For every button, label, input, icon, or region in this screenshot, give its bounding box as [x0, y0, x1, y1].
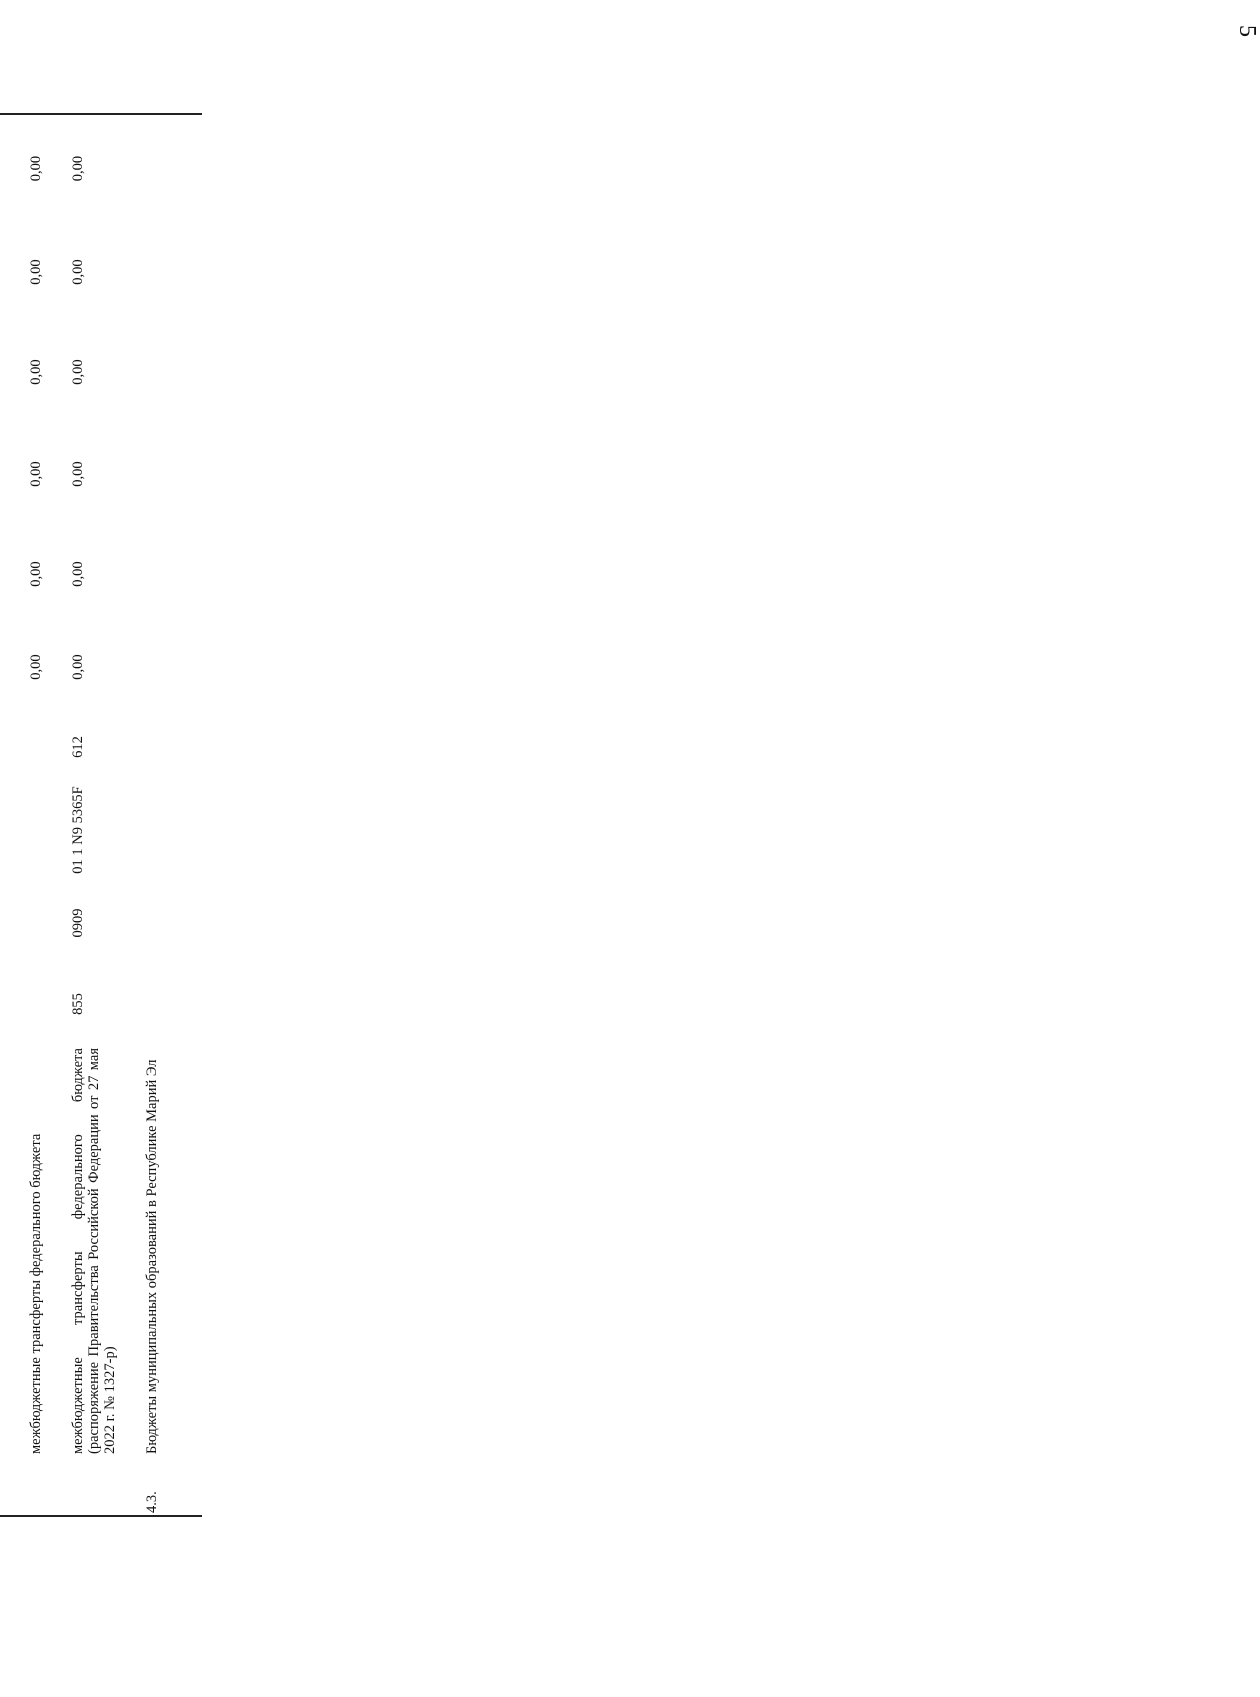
row-description: межбюджетные трансферты федерального бюджета (распоряжение Правительства Российской Федерации от 27 мая 2022 г. № 1327-р) [70, 1048, 119, 1454]
cell-2025: 0,00 [28, 561, 44, 587]
cell-2028: 0,00 [28, 259, 44, 285]
cell-2029 [144, 114, 202, 222]
cell-csr [28, 782, 70, 878]
cell-2029: 0,00 [70, 114, 144, 222]
cell-2024 [144, 622, 202, 712]
cell-2027: 0,00 [28, 359, 44, 385]
row-number [0, 1460, 28, 1516]
cell-2025 [0, 526, 28, 622]
cell-2025 [144, 526, 202, 622]
cell-csr: 01 1 N9 5365F [70, 786, 86, 874]
cell-csr [144, 782, 202, 878]
cell-2026 [144, 422, 202, 526]
cell-2027 [0, 322, 28, 422]
table-row [0, 114, 28, 1516]
cell-2028 [0, 222, 28, 322]
cell-rzpr: 0909 [70, 908, 86, 938]
cell-grbs: 855 [70, 993, 86, 1015]
cell-2025: 0,00 [70, 561, 86, 587]
cell-grbs [0, 968, 28, 1040]
cell-csr [0, 782, 28, 878]
cell-2029 [0, 114, 28, 222]
cell-vr: 612 [70, 736, 86, 758]
cell-grbs [144, 968, 202, 1040]
page-number: 5 [1234, 25, 1260, 37]
table-row [144, 114, 202, 1516]
cell-2024: 0,00 [28, 654, 44, 680]
cell-2027 [144, 322, 202, 422]
cell-rzpr [28, 878, 70, 968]
cell-2024: 0,00 [70, 654, 86, 680]
cell-2026 [0, 422, 28, 526]
row-description: межбюджетные трансферты федерального бюджета [28, 1133, 44, 1454]
cell-rzpr [0, 878, 28, 968]
cell-2026: 0,00 [28, 461, 44, 487]
cell-grbs [28, 968, 70, 1040]
cell-2027: 0,00 [70, 359, 86, 385]
row-description: Бюджеты муниципальных образований в Республике Марий Эл [144, 1059, 160, 1454]
row-description [0, 1040, 28, 1460]
cell-2029: 0,00 [28, 114, 70, 222]
table-row [70, 114, 144, 1516]
cell-2028 [144, 222, 202, 322]
cell-2028: 0,00 [70, 259, 86, 285]
row-number [70, 1460, 144, 1516]
row-number: 4.3. [144, 1460, 202, 1516]
cell-2024 [0, 622, 28, 712]
cell-2026: 0,00 [70, 461, 86, 487]
cell-vr [0, 712, 28, 782]
row-number [28, 1460, 70, 1516]
cell-vr [144, 712, 202, 782]
cell-vr [28, 712, 70, 782]
cell-rzpr [144, 878, 202, 968]
table-row [28, 114, 70, 1516]
budget-table [0, 113, 202, 1517]
